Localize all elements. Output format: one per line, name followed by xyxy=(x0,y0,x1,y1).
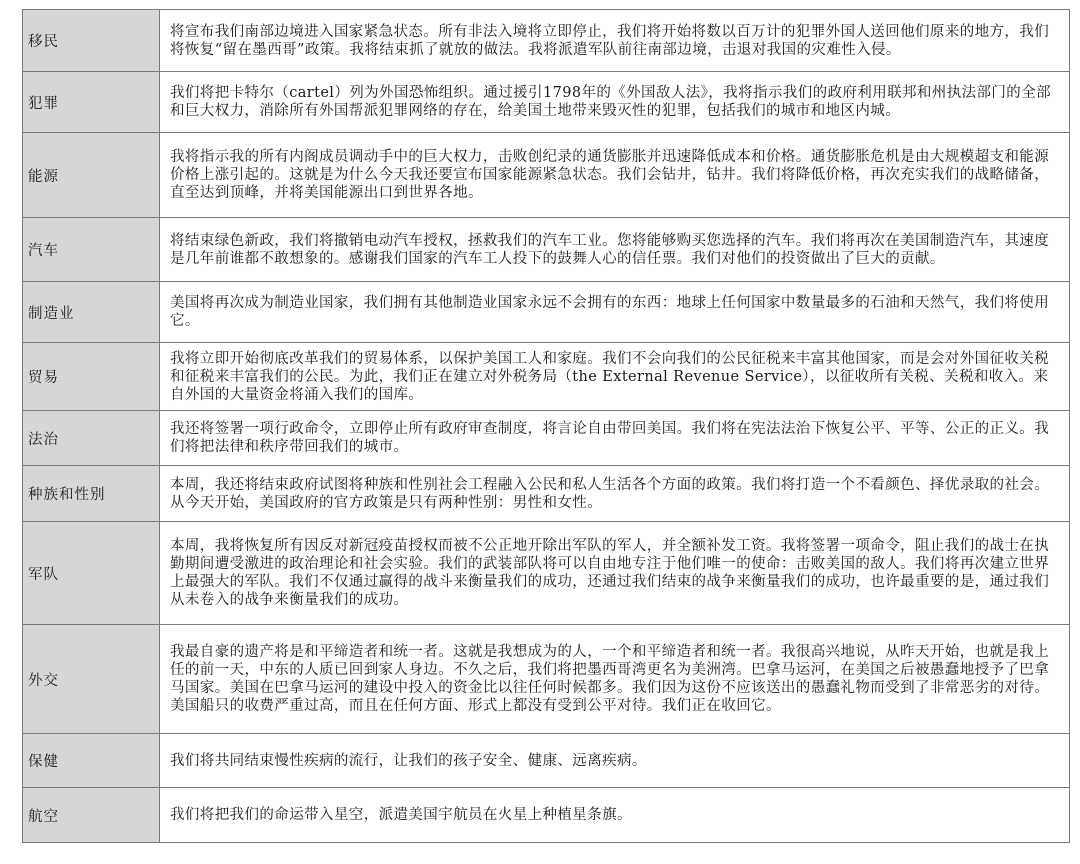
table-row xyxy=(23,466,1070,522)
content-cell: 我最自豪的遗产将是和平缔造者和统一者。这就是我想成为的人，一个和平缔造者和统一者。我很高兴地说，从昨天开始，也就是我上任的前一天，中东的人质已回到家人身边。不久之后，我们将把墨西哥湾更名为美洲湾。巴拿马运河，在美国之后被愚蠢地授予了巴拿马国家。美国在巴拿马运河的建设中投入的资金比以往任何时候都多。我们因为这份不应该送出的愚蠢礼物而受到了非常恶劣的对待。美国船只的收费严重过高，而且在任何方面、形式上都没有受到公平对待。我们正在收回它。 xyxy=(160,625,1070,734)
table-row xyxy=(23,625,1070,734)
content-cell: 美国将再次成为制造业国家，我们拥有其他制造业国家永远不会拥有的东西：地球上任何国家中数量最多的石油和天然气，我们将使用它。 xyxy=(160,282,1070,343)
category-cell: 能源 xyxy=(23,133,160,218)
table-row xyxy=(23,72,1070,133)
table-row xyxy=(23,788,1070,843)
content-cell: 我将立即开始彻底改革我们的贸易体系，以保护美国工人和家庭。我们不会向我们的公民征税来丰富其他国家，而是会对外国征收关税和征税来丰富我们的公民。为此，我们正在建立对外税务局（the External Revenue Service），以征收所有关税、关税和收入。来自外国的大量资金将涌入我们的国库。 xyxy=(160,343,1070,411)
table-row xyxy=(23,734,1070,788)
content-cell: 我还将签署一项行政命令，立即停止所有政府审查制度，将言论自由带回美国。我们将在宪法法治下恢复公平、平等、公正的正义。我们将把法律和秩序带回我们的城市。 xyxy=(160,411,1070,466)
policy-table xyxy=(22,9,1070,843)
content-cell: 将宣布我们南部边境进入国家紧急状态。所有非法入境将立即停止，我们将开始将数以百万计的犯罪外国人送回他们原来的地方，我们将恢复“留在墨西哥”政策。我将结束抓了就放的做法。我将派遣军队前往南部边境，击退对我国的灾难性入侵。 xyxy=(160,10,1070,72)
category-cell: 犯罪 xyxy=(23,72,160,133)
content-cell: 将结束绿色新政，我们将撤销电动汽车授权，拯救我们的汽车工业。您将能够购买您选择的汽车。我们将再次在美国制造汽车，其速度是几年前谁都不敢想象的。感谢我们国家的汽车工人投下的鼓舞人心的信任票。我们对他们的投资做出了巨大的贡献。 xyxy=(160,218,1070,282)
category-cell: 贸易 xyxy=(23,343,160,411)
table-row xyxy=(23,522,1070,625)
category-cell: 制造业 xyxy=(23,282,160,343)
category-cell: 种族和性别 xyxy=(23,466,160,522)
content-cell: 本周，我将恢复所有因反对新冠疫苗授权而被不公正地开除出军队的军人，并全额补发工资。我将签署一项命令，阻止我们的战士在执勤期间遭受激进的政治理论和社会实验。我们的武装部队将可以自由地专注于他们唯一的使命：击败美国的敌人。我们将再次建立世界上最强大的军队。我们不仅通过赢得的战斗来衡量我们的成功，还通过我们结束的战争来衡量我们的成功，也许最重要的是，通过我们从未卷入的战争来衡量我们的成功。 xyxy=(160,522,1070,625)
table-row xyxy=(23,411,1070,466)
content-cell: 我们将把卡特尔（cartel）列为外国恐怖组织。通过援引1798年的《外国敌人法》，我将指示我们的政府利用联邦和州执法部门的全部和巨大权力，消除所有外国帮派犯罪网络的存在，给美国土地带来毁灭性的犯罪，包括我们的城市和地区内城。 xyxy=(160,72,1070,133)
content-cell: 我将指示我的所有内阁成员调动手中的巨大权力，击败创纪录的通货膨胀并迅速降低成本和价格。通货膨胀危机是由大规模超支和能源价格上涨引起的。这就是为什么今天我还要宣布国家能源紧急状态。我们会钻井，钻井。我们将降低价格，再次充实我们的战略储备，直至达到顶峰，并将美国能源出口到世界各地。 xyxy=(160,133,1070,218)
category-cell: 法治 xyxy=(23,411,160,466)
category-cell: 汽车 xyxy=(23,218,160,282)
category-cell: 移民 xyxy=(23,10,160,72)
table-row xyxy=(23,133,1070,218)
category-cell: 保健 xyxy=(23,734,160,788)
table-row xyxy=(23,10,1070,72)
category-cell: 航空 xyxy=(23,788,160,843)
content-cell: 我们将把我们的命运带入星空，派遣美国宇航员在火星上种植星条旗。 xyxy=(160,788,1070,843)
table-row xyxy=(23,343,1070,411)
category-cell: 军队 xyxy=(23,522,160,625)
category-cell: 外交 xyxy=(23,625,160,734)
table-row xyxy=(23,218,1070,282)
content-cell: 我们将共同结束慢性疾病的流行，让我们的孩子安全、健康、远离疾病。 xyxy=(160,734,1070,788)
table-row xyxy=(23,282,1070,343)
content-cell: 本周，我还将结束政府试图将种族和性别社会工程融入公民和私人生活各个方面的政策。我们将打造一个不看颜色、择优录取的社会。从今天开始，美国政府的官方政策是只有两种性别：男性和女性。 xyxy=(160,466,1070,522)
